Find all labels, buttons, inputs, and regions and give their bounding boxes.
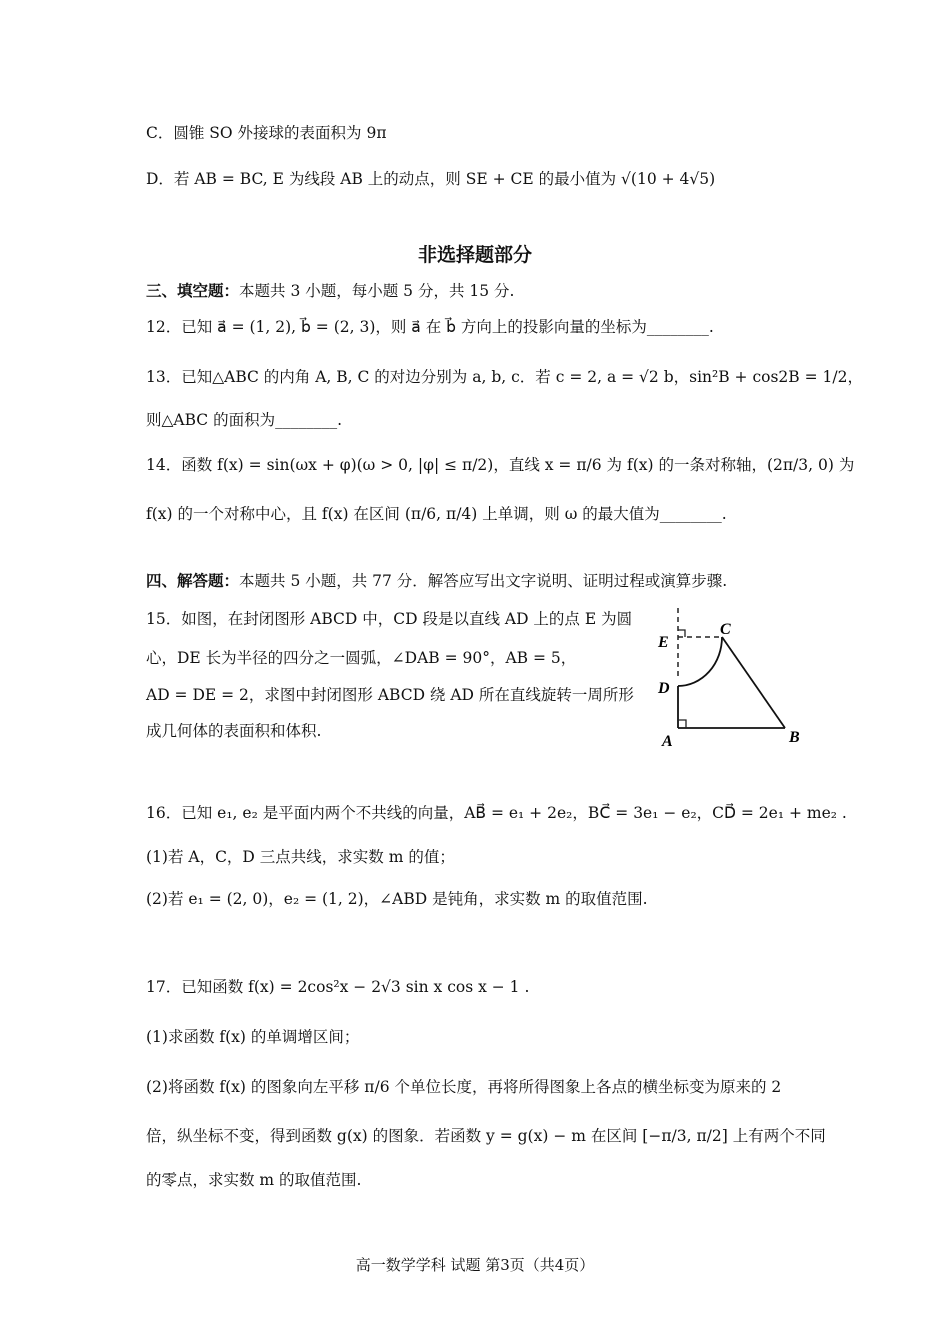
- right-angle-mark-e: [678, 630, 685, 637]
- question-15-line1: 15．如图，在封闭图形 ABCD 中，CD 段是以直线 AD 上的点 E 为圆: [146, 610, 633, 628]
- segment-bc: [722, 637, 785, 728]
- section-title: 非选择题部分: [417, 244, 532, 266]
- question-16-part2: (2)若 e₁ = (2, 0)，e₂ = (1, 2)，∠ABD 是钝角，求实数 m 的取值范围.: [146, 890, 648, 908]
- question-13-line1: 13．已知△ABC 的内角 A, B, C 的对边分别为 a, b, c．若 c = 2, a = √2 b，sin²B + cos2B = 1/2，: [146, 368, 863, 386]
- section4-header: [146, 570, 727, 592]
- section3-header-label: 三、填空题：: [146, 281, 240, 300]
- question-15-line2: 心，DE 长为半径的四分之一圆弧，∠DAB = 90°，AB = 5，: [146, 649, 577, 667]
- arc-cd: [678, 637, 722, 686]
- question-13-line2: 则△ABC 的面积为________.: [146, 411, 343, 429]
- section3-header: [146, 280, 514, 302]
- figure-abcd: [650, 604, 810, 756]
- label-b: B: [789, 729, 800, 746]
- page-footer: 高一数学学科 试题 第3页（共4页）: [355, 1256, 595, 1274]
- question-15-line4: 成几何体的表面积和体积.: [146, 722, 322, 740]
- question-17-part2-line2: 倍，纵坐标不变，得到函数 g(x) 的图象．若函数 y = g(x) − m 在区间 [−π/3, π/2] 上有两个不同: [146, 1127, 826, 1145]
- question-15-line3: AD = DE = 2，求图中封闭图形 ABCD 绕 AD 所在直线旋转一周所形: [146, 686, 634, 704]
- section4-header-label: 四、解答题：: [146, 571, 240, 590]
- label-c: C: [720, 621, 731, 638]
- label-e: E: [658, 634, 669, 651]
- question-17-part2-line1: (2)将函数 f(x) 的图象向左平移 π/6 个单位长度，再将所得图象上各点的横坐标变为原来的 2: [146, 1078, 782, 1096]
- question-16-line1: 16．已知 e₁, e₂ 是平面内两个不共线的向量，AB⃗ = e₁ + 2e₂，BC⃗ = 3e₁ − e₂，CD⃗ = 2e₁ + me₂ .: [146, 804, 847, 822]
- question-17-part1: (1)求函数 f(x) 的单调增区间；: [146, 1028, 360, 1046]
- question-17-part2-line3: 的零点，求实数 m 的取值范围.: [146, 1171, 362, 1189]
- option-c: C．圆锥 SO 外接球的表面积为 9π: [146, 124, 387, 142]
- question-12: 12．已知 a⃗ = (1, 2), b⃗ = (2, 3)，则 a⃗ 在 b⃗ 方向上的投影向量的坐标为________.: [146, 318, 714, 336]
- question-17-line1: 17．已知函数 f(x) = 2cos²x − 2√3 sin x cos x − 1 .: [146, 978, 530, 996]
- label-d: D: [658, 680, 670, 697]
- right-angle-mark-a: [678, 720, 686, 728]
- question-14-line1: 14．函数 f(x) = sin(ωx + φ)(ω > 0, |φ| ≤ π/2)，直线 x = π/6 为 f(x) 的一条对称轴，(2π/3, 0) 为: [146, 456, 855, 474]
- label-a: A: [662, 733, 673, 750]
- question-14-line2: f(x) 的一个对称中心，且 f(x) 在区间 (π/6, π/4) 上单调，则 ω 的最大值为________.: [146, 505, 727, 523]
- question-16-part1: (1)若 A，C，D 三点共线，求实数 m 的值；: [146, 848, 455, 866]
- section3-header-text: 本题共 3 小题，每小题 5 分，共 15 分.: [239, 282, 515, 300]
- section4-header-text: 本题共 5 小题，共 77 分．解答应写出文字说明、证明过程或演算步骤.: [239, 572, 728, 590]
- option-d: D．若 AB = BC, E 为线段 AB 上的动点，则 SE + CE 的最小值为 √(10 + 4√5): [146, 170, 716, 188]
